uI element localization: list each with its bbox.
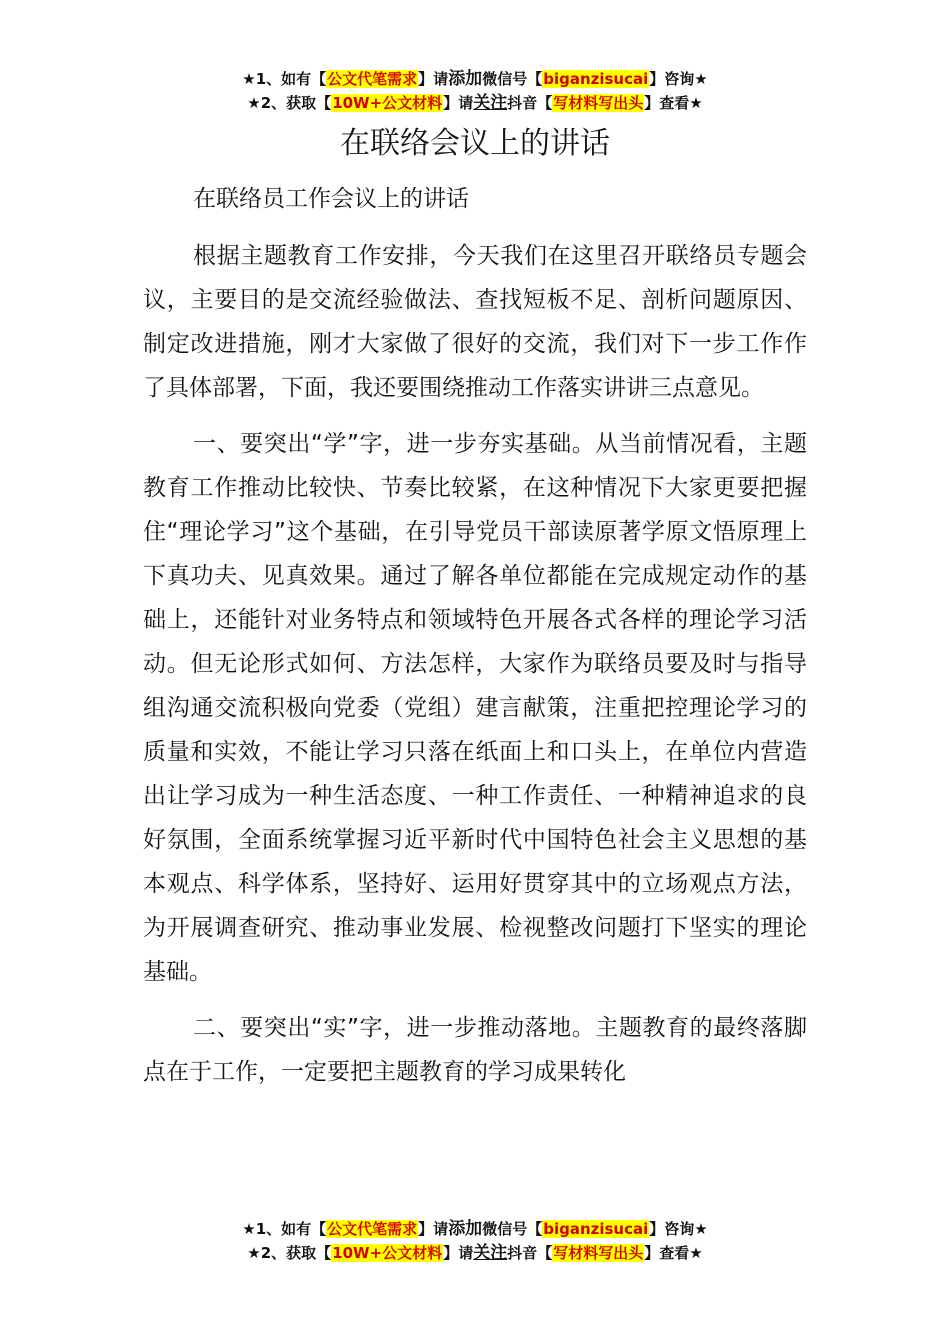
promo-text: 】请: [443, 1244, 474, 1262]
document-body: [143, 176, 807, 1106]
highlight-service: 公文代笔需求: [327, 1220, 418, 1238]
paragraph-point-two: 二、要突出“实”字，进一步推动落地。主题教育的最终落脚点在于工作，一定要把主题教育的学习成果转化: [143, 1015, 807, 1085]
highlight-douyin-account: 写材料写出头: [553, 94, 644, 112]
promo-text: 】查看★: [644, 94, 703, 112]
promo-text: 】咨询★: [649, 1220, 708, 1238]
promo-text: ★1、如有【: [242, 70, 327, 88]
promo-text: ★2、获取【: [247, 94, 332, 112]
promo-line-1: [0, 1217, 950, 1241]
document-subtitle: 在联络员工作会议上的讲话: [193, 186, 469, 212]
highlight-wechat-id: biganzisucai: [543, 70, 649, 88]
footer-promo-banner: [0, 1217, 950, 1265]
promo-text-emphasis: 添加: [448, 1219, 483, 1239]
highlight-materials: 10W+公文材料: [332, 1244, 443, 1262]
promo-text-emphasis: 关注: [473, 93, 508, 113]
promo-line-2: [0, 91, 950, 115]
promo-text: 微信号【: [482, 70, 543, 88]
promo-text: 微信号【: [482, 1220, 543, 1238]
document-title: 在联络会议上的讲话: [340, 126, 610, 161]
promo-line-1: [0, 67, 950, 91]
promo-line-2: [0, 1241, 950, 1265]
paragraph-point-one: 一、要突出“学”字，进一步夯实基础。从当前情况看，主题教育工作推动比较快、节奏比较紧，在这种情况下大家更要把握住“理论学习”这个基础，在引导党员干部读原著学原文悟原理上下真功夫、见真效果。通过了解各单位都能在完成规定动作的基础上，还能针对业务特点和领域特色开展各式各样的理论学习活动。但无论形式如何、方法怎样，大家作为联络员要及时与指导组沟通交流积极向党委（党组）建言献策，注重把控理论学习的质量和实效，不能让学习只落在纸面上和口头上，在单位内营造出让学习成为一种生活态度、一种工作责任、一种精神追求的良好氛围，全面系统掌握习近平新时代中国特色社会主义思想的基本观点、科学体系，坚持好、运用好贯穿其中的立场观点方法，为开展调查研究、推动事业发展、检视整改问题打下坚实的理论基础。: [143, 431, 807, 985]
promo-text: 】请: [418, 1220, 449, 1238]
highlight-douyin-account: 写材料写出头: [553, 1244, 644, 1262]
highlight-wechat-id: biganzisucai: [543, 1220, 649, 1238]
highlight-materials: 10W+公文材料: [332, 94, 443, 112]
highlight-service: 公文代笔需求: [327, 70, 418, 88]
header-promo-banner: [0, 67, 950, 115]
promo-text: ★2、获取【: [247, 1244, 332, 1262]
promo-text-emphasis: 添加: [448, 69, 483, 89]
promo-text: 抖音【: [507, 1244, 553, 1262]
promo-text: 】咨询★: [649, 70, 708, 88]
promo-text: 】查看★: [644, 1244, 703, 1262]
paragraph-intro: 根据主题教育工作安排，今天我们在这里召开联络员专题会议，主要目的是交流经验做法、查找短板不足、剖析问题原因、制定改进措施，刚才大家做了很好的交流，我们对下一步工作作了具体部署，下面，我还要围绕推动工作落实讲讲三点意见。: [143, 243, 807, 401]
promo-text: 抖音【: [507, 94, 553, 112]
promo-text: 】请: [418, 70, 449, 88]
promo-text-emphasis: 关注: [473, 1243, 508, 1263]
promo-text: 】请: [443, 94, 474, 112]
promo-text: ★1、如有【: [242, 1220, 327, 1238]
